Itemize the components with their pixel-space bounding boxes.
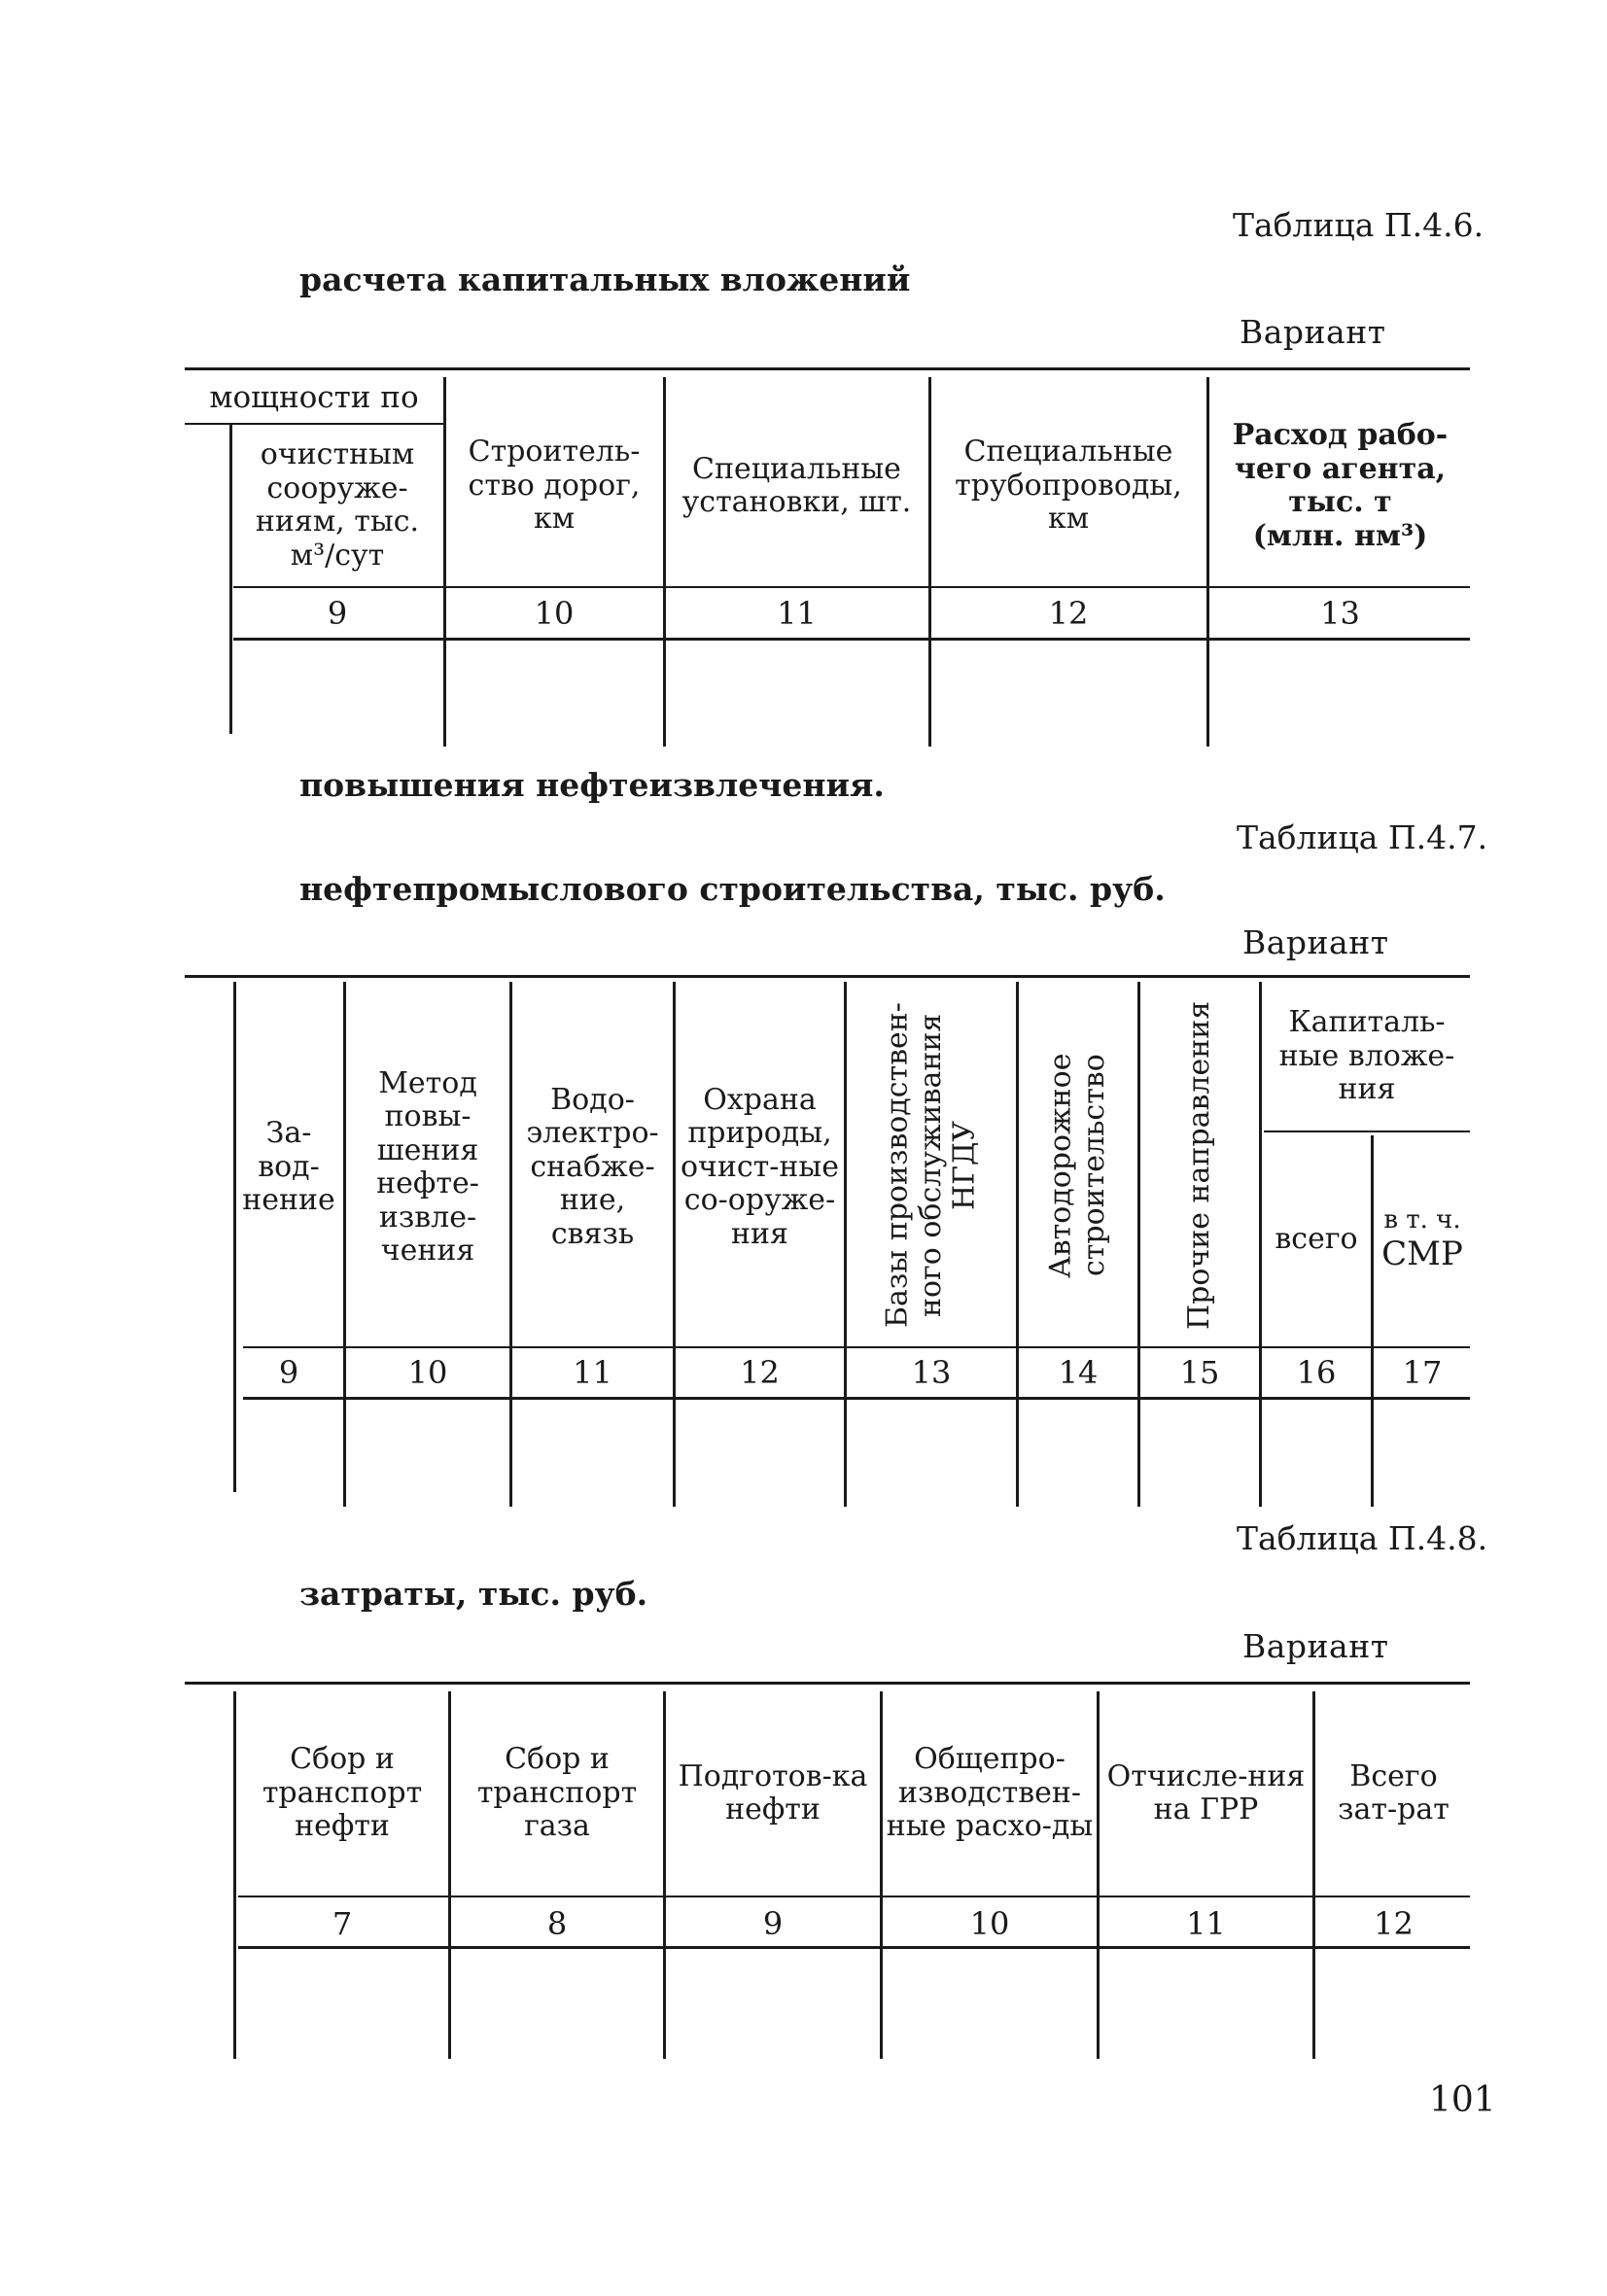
table8-col7-number: 7	[332, 1905, 353, 1942]
table7-group-header: Капиталь-ные вложе-ния	[1278, 1005, 1455, 1107]
table8-col11-number: 11	[1186, 1905, 1226, 1942]
table7-heading: нефтепромыслового строительства, тыс. руб.	[299, 870, 1166, 908]
table7-col12-header: Охрана природы, очист-ные со-оруже-ния	[680, 1082, 840, 1251]
table7-col13-number: 13	[911, 1354, 952, 1391]
table7-variant: Вариант	[1242, 923, 1389, 961]
table8-col9-number: 9	[762, 1905, 784, 1942]
table6-caption: Таблица П.4.6.	[1233, 206, 1485, 244]
table7-col9-number: 9	[278, 1354, 299, 1391]
table7-col15-header: Прочие направления	[1181, 1000, 1216, 1331]
table6-heading: расчета капитальных вложений	[299, 261, 911, 298]
table7-col12-number: 12	[740, 1354, 780, 1391]
table8-variant: Вариант	[1242, 1627, 1389, 1665]
table6-col12-header: Специальные трубопроводы, км	[955, 435, 1182, 537]
table8-col12-number: 12	[1374, 1905, 1414, 1942]
table6-col10-number: 10	[534, 595, 575, 632]
table7-col9-header: За-вод-нение	[242, 1116, 335, 1218]
table6-col11-header: Специальные установки, шт.	[681, 451, 912, 519]
table7-col17-header: в т. ч. СМР	[1381, 1205, 1463, 1273]
table6-col10-header: Строитель-ство дорог, км	[468, 435, 641, 537]
table8-col12-header: Всего зат-рат	[1338, 1758, 1450, 1826]
table8-col8-number: 8	[546, 1905, 568, 1942]
table7-col14-number: 14	[1058, 1354, 1099, 1391]
table6-col13-header: Расход рабо-чего агента, тыс. т (млн. нм³)	[1232, 418, 1449, 553]
between-text: повышения нефтеизвлечения.	[299, 766, 885, 804]
table8-col11-header: Отчисле-ния на ГРР	[1106, 1758, 1306, 1826]
page-number: 101	[1429, 2080, 1496, 2120]
table7-col16-number: 16	[1296, 1354, 1337, 1391]
table7-col15-number: 15	[1179, 1354, 1220, 1391]
table6-group-header: мощности по	[209, 380, 419, 416]
table8-heading: затраты, тыс. руб.	[299, 1575, 648, 1613]
table8-col10-number: 10	[969, 1905, 1010, 1942]
table6-col12-number: 12	[1048, 595, 1089, 632]
table8-col8-header: Сбор и транспорт газа	[476, 1742, 638, 1844]
table7-col17-number: 17	[1402, 1354, 1443, 1391]
table7-col11-number: 11	[573, 1354, 612, 1391]
table7-col16-header: всего	[1275, 1222, 1358, 1257]
table6-variant: Вариант	[1240, 313, 1386, 351]
table7-col13-header: Базы производствен-ного обслуживания НГДУ	[880, 1002, 982, 1329]
table6-col11-number: 11	[777, 595, 817, 632]
table7-caption: Таблица П.4.7.	[1237, 818, 1488, 856]
table8-caption: Таблица П.4.8.	[1237, 1519, 1488, 1557]
table8-col10-header: Общепро-изводствен-ные расхо-ды	[886, 1742, 1094, 1844]
table7-col10-header: Метод повы-шения нефте-извле-чения	[376, 1065, 479, 1268]
table7-col14-header: Автодорожное строительство	[1043, 1053, 1111, 1278]
table6-col13-number: 13	[1320, 595, 1360, 632]
table8-col7-header: Сбор и транспорт нефти	[262, 1742, 423, 1844]
table7-col11-header: Водо-электро-снабже-ние, связь	[526, 1082, 659, 1251]
table6-col9-header: очистным сооруже-ниям, тыс. м³/сут	[255, 437, 420, 573]
table7-col10-number: 10	[407, 1354, 448, 1391]
table8-col9-header: Подготов-ка нефти	[678, 1758, 868, 1826]
table6-col9-number: 9	[327, 595, 348, 632]
